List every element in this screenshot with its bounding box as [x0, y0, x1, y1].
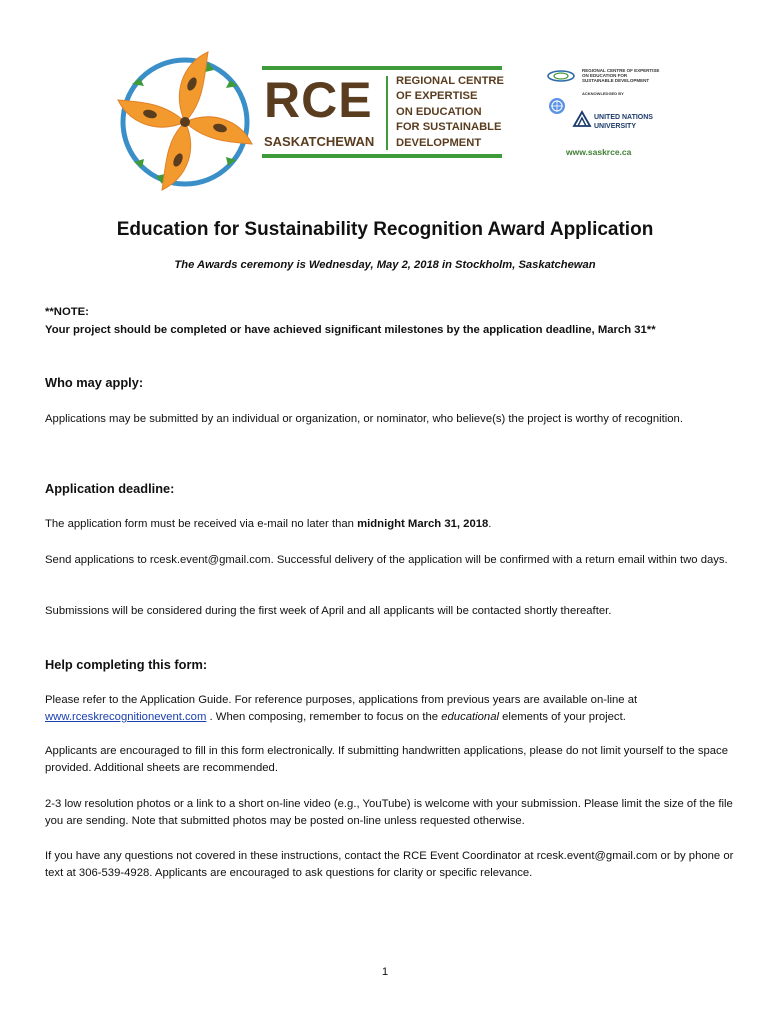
- deadline-text-pre: The application form must be received via e-mail no later than: [45, 518, 358, 530]
- help-guide-post: elements of your project.: [499, 711, 626, 723]
- unu-logo-icon: [572, 110, 592, 128]
- help-paragraph-electronic: Applicants are encouraged to fill in this form electronically. If submitting handwritten applications, please do not limit yourself to the space provided. Additional sheets are recommended.: [45, 745, 728, 774]
- who-text: Applications may be submitted by an individual or organization, or nominator, who believe(s) the project is worthy of recognition.: [45, 413, 683, 425]
- rce-description-line: OF EXPERTISE: [396, 90, 478, 103]
- rce-description: [396, 74, 504, 151]
- deadline-heading: Application deadline:: [45, 481, 175, 496]
- help-guide-italic: educational: [441, 711, 500, 723]
- rce-description-line: FOR SUSTAINABLE: [396, 121, 502, 134]
- note-label: **NOTE:: [45, 306, 89, 318]
- help-heading: Help completing this form:: [45, 657, 208, 672]
- website-url: www.saskrce.ca: [566, 147, 632, 157]
- rce-letters: RCE: [264, 72, 373, 128]
- help-paragraph-photos: 2-3 low resolution photos or a link to a short on-line video (e.g., YouTube) is welcome with your submission. Please limit the size of the file you are sending. Note that submitted photos may be posted on-line unless requested otherwise.: [45, 798, 733, 827]
- deadline-date: midnight March 31, 2018: [357, 518, 489, 530]
- help-guide-mid: . When composing, remember to focus on the: [206, 711, 442, 723]
- rce-description-line: ON EDUCATION: [396, 105, 482, 118]
- help-paragraph-contact: If you have any questions not covered in these instructions, contact the RCE Event Coordinator at rcesk.event@gmail.com or by phone or text at 306-539-4928. Applicants are encouraged to ask questions for clarity or specific relevance.: [45, 850, 734, 879]
- wordmark-top-bar: [262, 66, 502, 70]
- unu-name: [594, 113, 653, 131]
- wordmark-bottom-bar: [262, 154, 502, 158]
- help-guide-pre: Please refer to the Application Guide. For reference purposes, applications from previous years are available on-line at: [45, 694, 638, 706]
- rce-emblem-logo: [112, 44, 258, 196]
- partner-line: REGIONAL CENTRE OF EXPERTISE: [582, 68, 660, 73]
- document-title: Education for Sustainability Recognition Award Application: [116, 219, 654, 240]
- deadline-text: [45, 516, 735, 533]
- rce-wordmark: [262, 66, 502, 158]
- recognition-event-link[interactable]: www.rceskrecognitionevent.com: [45, 711, 207, 723]
- send-text: Send applications to rcesk.event@gmail.com. Successful delivery of the application will be confirmed with a return email within two days.: [45, 554, 728, 566]
- wordmark-divider: [386, 76, 388, 150]
- un-emblem-icon: [548, 97, 566, 115]
- rce-network-icon: [546, 69, 576, 83]
- submissions-text: Submissions will be considered during the first week of April and all applicants will be contacted shortly thereafter.: [45, 605, 612, 617]
- page-number: 1: [381, 966, 389, 978]
- rce-region: SASKATCHEWAN: [264, 134, 375, 149]
- rce-description-line: REGIONAL CENTRE: [396, 75, 504, 87]
- help-paragraph-guide: [45, 692, 735, 726]
- deadline-text-post: .: [488, 518, 492, 530]
- partner-line: SUSTAINABLE DEVELOPMENT: [582, 78, 650, 83]
- unu-line: UNITED NATIONS: [594, 114, 653, 121]
- partner-line: ON EDUCATION FOR: [582, 73, 628, 78]
- who-heading: Who may apply:: [45, 375, 144, 390]
- rce-description-line: DEVELOPMENT: [396, 136, 482, 149]
- document-subtitle: The Awards ceremony is Wednesday, May 2, 2018 in Stockholm, Saskatchewan: [174, 259, 596, 271]
- acknowledged-label: ACKNOWLEDGED BY: [582, 91, 624, 96]
- unu-line: UNIVERSITY: [594, 123, 637, 130]
- note-text: Your project should be completed or have achieved significant milestones by the application deadline, March 31**: [45, 324, 656, 336]
- partner-logos: [544, 66, 674, 162]
